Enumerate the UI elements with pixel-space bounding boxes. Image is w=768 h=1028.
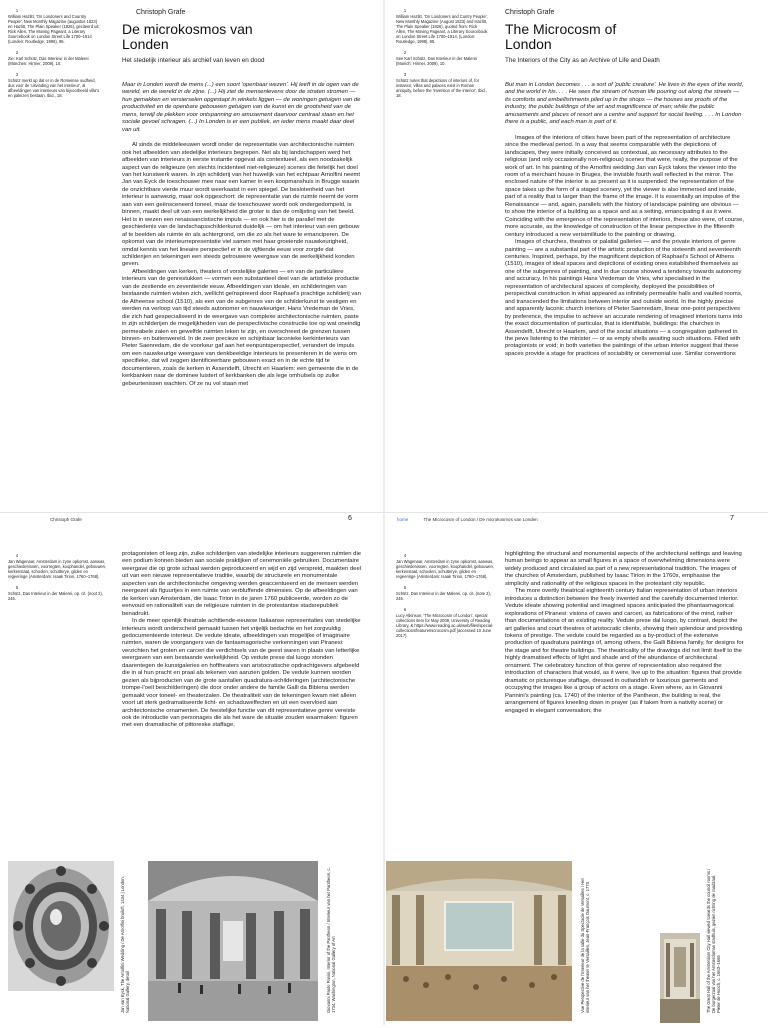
body-paragraph: Al sinds de middeleeuwen wordt onder de representatie van architectonische ruimten ook het afbeelden van stedelijke interieurs begrepen. Net als bij landschappen werd het afbeelden van interieurs in eerste instantie opgevat als contextueel, als een noodzakelijk aspect van de religieuze (en slechts incidenteel niet-religieuze) scenes die feitelijk het doel van het kunstwerk waren. In zijn schilderij van het huwelijk van het echtpaar Arnolfini neemt Jan van Eyck de toeschouwer mee naar een kamer in een koopmanshuis in Brugge waarin de onzichtbare vierde muur wordt weerkaatst in een spiegel. De besloten​heid van het interieur is aanwezig, maar ook opgeschort: de representatie van de ruimte neemt de vorm aan van een geënsceneerd toneel, maar de toeschouwer wordt ook ondergedompeld, is binnen, maakt deel uit van een werkelijkheid die groter is dan de omlijsting van het beeld. Het is in wezen een renaissancistische impuls — en ook hier is de parallel met de geschiedenis van de landschapsschilderkunst duidelijk — om het interieur van een gebouw af te beelden als ruimte én als achtergrond, om die zo als het ware te emanciperen. De opkomst van de interieurrepresentatie viel samen met haar groeiende nauwkeurigheid, omdat kennis van het lineaire perspectief er in de vijftiende eeuw voor zorgde dat schilderijen en tekeningen een steeds getrouwere weergave van de werkelijkheid konden geven. — [122, 142, 361, 268]
footnote: 3 Schütz merkt op dat er in de Romeinse oudheid, dus voor de 'uitvinding van het interieur', al afbeeldingen van interieurs van bijvoorbeeld villa's en paleizen bestaan. Ibid., 18. — [8, 72, 100, 98]
right-body-column — [505, 551, 745, 819]
body-paragraph: In de meer openlijk theatrale achttiende-eeuwse Italiaanse representaties van stedelijke interieurs wordt onderscheid gemaakt tussen het vrijelijk bedachte en het zorgvuldig gedocumenteerde interieur. De vedute ideate, afbeeldingen van mogelijke of imaginaire ruimten, waren de voorgangers van de fantasmagorische verkenningen van Piranesi: verzichten het groten en carceri die verdichtsels van de geest waren in plaats van letterlijke weergaven van een bestaande werkelijkheid. Op vedute prese dal luogo stonden daarentegen de kunstgaleries en hoftheaters van aristocratische opdrachtgevers afgebeeld die in al hun pracht en praal als tekenen van aanzien golden. De vedute kunnen worden gezien als bijproducten van de grote aantallen quadratura-schilderingen (architectonische trompe-l'oeil beschilderingen) die door onder andere de familie Galli da Bibiena werden gemaakt voor toneel- en theaterzalen. De theatraliteit van de tekeningen kwam niet alleen voort uit sterk gedramatiseerde licht- en schaduweffecten en uit een overvloed aan architectonische ornamenten. De feestelijke functie van dit representatieve genre vereiste ook de introductie van personages die als het ware de situatie zouden waarmaken: figuren met een dramatische of pittoreske staffage, — [122, 618, 361, 729]
body-paragraph: The more overtly theatrical eighteenth century Italian representation of urban interiors introduces a distinction between the freely invented and the carefully documented interior. Vedute ideate showing potential and imagined spaces anticipated the phantasmagorical explorations of Piranesi: visions of caves and carceri, as fabrications of the mind, rather than documentations of an existing reality. Vedute prese dal luogo, by contrast, depict the art galleries and court theatres of aristocratic clients, showing their splendour and providing tokens of prestige. The vedute could be regarded as a by-product of the extensive production of quadratura paintings of, among others, the Galli Bibiena family, for designs for the stage and for theatre buildings. The theatricality of the drawings did not limit itself to the highly dramatised effects of light and shade and of the abundance of architectural ornament. The celebratory function of this genre of representation also required the introduction of characters that would, as it were, live up to the situation: figures that provide dramatic or picturesque staffage, dressed in outlandish or luxurious garments and occupying the images like a group of actors on a stage. Even where, as in Giovanni Pannini's painting (ca. 1740) of the interior of the Pantheon, the building is real, the arrangement of figures kneeling down in prayer (as if taken from a nativity scene) or engaged in elegant conversation, the — [505, 588, 744, 714]
page-number: 6 — [348, 515, 352, 522]
figure-caption: Vue Perspective de l'Interieur de la salle du Spectacle de Versailles / Het interieur van het theater te Versailles, Jean-François Daumont, c. 1770 — [580, 878, 590, 1013]
figure-pantheon-interior — [148, 861, 318, 1021]
convex-mirror-image — [8, 861, 114, 991]
footnote: 4 Jan Wagenaar, Amsterdam in zyne opkomst, aanwas, geschiedenissen, voorregten, koophandel, gebouwen, kerkenstaat, schoolen, schutterye, gilden en regeeringe (Amsterdam: Isaak Tirion, 1760–1768). — [396, 553, 495, 579]
spine-gutter — [383, 0, 385, 512]
page-title: De microkosmos van Londen — [122, 21, 253, 52]
body-paragraph: Afbeeldingen van kerken, theaters of vorstelijke galeries — en van de particuliere interieurs van de genrestukken — vormen een substantieel deel van de artistieke productie van de zestiende en zeventiende eeuw. Afbeeldingen van ideale, en schilderingen van bestaande ruimten wisten zich, wellicht geïnspireerd door Raphael's prachtige schilderij van de Atheense school (1510), als een van de subgenres van de schilderkunst te vestigen en werden na verloop van tijd steeds autonomer en nauwkeuriger. Hans Vredeman de Vries, die zich had gespecialiseerd in de weergave van complexe architectonische ruimten, paste in zijn schilderijen de mogelijkheden van de perspectivische constructie toe op wat oneindig permeabele zalen en gewelfde ruimten leken te zijn, en overschreed de grenzen tussen binnen- en buitenwereld. In de zeer precieze en schijnbaar laconieke kerkinterieurs van Pieter Saenredam, die de voorkeur gaf aan het eenpuntsperspectief, verandert de impuls om een nauwkeurige weergave van denkbeeldige interieurs te presenteren in de wens om specifieke, dat wil zeggen identificeerbare gebouwen exact en in de echte tijd te documenteren, zoals de kerken in Assendelft, Utrecht en Haarlem: een gemeente die in de kerkbanken naar de dominee luistert of kerkbanken die als lege omhulsels op zulke gebeurtenissen wachten. Of ze nu vol staan met — [122, 268, 361, 387]
page-subtitle: The Interiors of the City as an Archive of Life and Death — [505, 57, 660, 64]
left-footnotes — [8, 553, 108, 607]
author-name: Christoph Grafe — [136, 9, 186, 16]
spread-bottom — [0, 512, 768, 1024]
home-link[interactable]: home — [397, 517, 409, 522]
epigraph-quote: Maar in Londen wordt de mens (...) een soort 'openbaar wezen'. Hij leeft in de ogen van de wereld, en de wereld in de zijne. (...) Hij ziet de mensenlevens door de straten stromen — hun gemakken en versierselen opgestapt in winkels liggen — de woningen getuigen van de productiviteit en de openbare gebouwen getuigen van de kunst en de grootsheid van de mens, terwijl de plekken voor ontspanning en amusement daarvoor centraal staan en het sociale gevoel schragen. (...) In Londen is er een publiek, en ieder mens maakt daar deel van uit. — [122, 82, 361, 133]
footnote: 5 Schütz, Das Interieur in der Malerei, op. cit. (noot 2), 245. — [8, 585, 103, 601]
running-footer: Christoph Grafe — [50, 517, 82, 522]
versailles-theatre-image — [386, 861, 572, 1021]
figure-caption: Jan van Eyck, The Arnolfini Wedding / De Arnolfini bruiloft, 1434 | London, National Gallery, detail — [120, 876, 130, 1013]
figure-amsterdam-city-hall — [660, 933, 700, 1023]
body-paragraph: Images of churches, theatres or palatial galleries — and the private interiors of genre painting — are a substantial part of the artistic production of the sixteenth and seventeenth centuries. Inspired, perhaps, by the magnificent depiction of Raphael's School of Athens (1510), images of ideal spaces and depictions of existing ones established themselves as one of the subgenres of painting, and in due course showed a tendency towards autonomy and accuracy. In his paintings Hans Vredeman de Vries, who specialised in the representation of architectural spaces of complexity, deployed the possibilities of perspectival construction in what appeared as infinitely permeable halls and vaulted rooms, and transcended the limitations between interior and outside world. In the highly precise and apparently laconic church interiors of Pieter Saenredam, linear one-point perspectives by preference, the impulse to achieve an accurate rendering of imagined interiors turns into the exact documentation of particular, that is identifiable, buildings: the churches in Assendelft, Utrecht or Haarlem, and of the social situations — a congregation gathered in the pews listening to the minister — or as empty shells awaiting such situations. Filled with protagonists or void; in both varieties the paintings of the urban interior suggest that these spaces provide a stage for practices of sociability or ceremonial use. Similar conventions — [505, 239, 743, 357]
body-paragraph: highlighting the structural and monumental aspects of the architectural settings and leaving human beings to appear as small figures in a space of overwhelming dimensions were widely produced and circulated as part of a new representational tradition. The images of the churches of Amsterdam, published by Isaac Tirion in the 1760s, emphasise the simplicity and rationality of the religious spaces in the protestant city republic. — [505, 551, 742, 587]
footnote: 3 Schütz notes that depictions of interiors of, for instance, villas and palaces exist in Roman antiquity, before the 'invention of the interior'. Ibid., 18. — [396, 72, 487, 98]
figure-caption: Giovanni Paolo Panini, Interior of the Pantheon / Interieur van het Pantheon, c. 1734, Washington, National Gallery of Art — [326, 867, 336, 1013]
spine-gutter — [383, 513, 385, 1025]
footnote: 6 Lucy Atkinson, 'The Microcosm of London', special collections item for May 2009, University of Reading Library, & https://www.reading.ac.uk/web/files/special-collections/featuremicrocosm.pdf (accessed 10 June 2017). — [396, 607, 494, 638]
figure-arnolfini-mirror — [8, 861, 114, 991]
left-body-column — [122, 551, 362, 819]
page-number: 7 — [730, 515, 734, 522]
footnote: 4 Jan Wagenaar, Amsterdam in zyne opkomst, aanwas, geschiedenissen, voorregten, koophandel, gebouwen, kerkenstaat, schoolen, schutterye, gilden en regeeringe (Amsterdam: Isaak Tirion, 1760–1768). — [8, 553, 107, 579]
right-footnotes — [396, 8, 488, 104]
left-footnotes — [8, 8, 100, 104]
footnote: 1 William Hazlitt, 'On Londoners and Country People', New Monthly Magazine (augustus 1823) en Hazlitt, The Plain Speaker (1826), geciteerd uit: Rick Allen, The Moving Pageant, a Literary Sourcebook on London Street Life 1700–1914 (Londen: Routledge, 1998), 95. — [8, 8, 100, 44]
right-footnotes — [396, 553, 496, 644]
left-body-column — [122, 82, 362, 510]
figure-versailles-theatre — [386, 861, 572, 1021]
body-paragraph: Images of the interiors of cities have been part of the representation of architecture since the medieval period. In a way that seems comparable with the depictions of landscapes, they were initially conceived as contextual, as necessary attributes to the religious (and only occasionally non-religious) scenes that were, really, the purpose of the work of art. In his painting of the Arnolfini wedding Jan van Eyck takes the viewer into the room of a merchant house in Bruges, the invisible fourth wall reflected in the mirror. The enclosed nature of the interior is as present as it is suspended: the representation of the space takes up the form of a staged scenery, yet the viewer is also immersed and inside, part of a reality that is larger than the frame of the image. It is essentially an impulse of the Renaissance — and, again, parallels with the history of landscape painting are obvious — to show the interior of a building as a space and as a setting, emancipating it as it were. Coinciding with the emergence of the representation of interiors, these also were, of course, more accurate, as the knowledge of construction of the linear perspective in the fifteenth century introduced a new verisimilitude to the painting or drawing. — [505, 134, 745, 238]
figure-caption: The Great Hall of the Amsterdam City Hall viewed towards the council rooms / De burgerzaal van het Amsterdamse stadhuis, gezien richting de raadzaal, Pieter de Hooch, c. 1663–1665 — [706, 868, 721, 1013]
footnote: 1 William Hazlitt, 'On Londoners and Cuntry People', New Monthly Magazine (August 1823) and Hazlitt, The Plain Speaker (1826), quoted from: Rick Allen, The Moving Pageant, a Literary Sourcebook on London Street Life 1700–1914, (London: Routledge, 1998), 95. — [396, 8, 488, 44]
footnote: 2 See Karl Schütz, Das Interieur in der Malerei (Munich: Hirmer, 2009), 10. — [396, 50, 478, 66]
running-footer-title: The Microcosm of London / De microkosmos van Londen — [423, 517, 538, 522]
right-body-column — [505, 82, 745, 510]
epigraph-quote: But man in London becomes . . . a sort of 'public creature'. He lives in the eyes of the world, and the world in his. . . . He sees the stream of human life pouring out along the streets — its comforts and embellishments piled up in the shops — the houses are proofs of the industry, the public buildings of the art and magnificence of man; while the public amusements and places of resort are a centre and support for social feeling. . . . In London there is a public, and each man is part of it. — [505, 82, 744, 126]
page-subtitle: Het stedelijk interieur als archief van leven en dood — [122, 57, 265, 64]
author-name: Christoph Grafe — [505, 9, 555, 16]
body-paragraph: protagonisten of leeg zijn, zulke schilderijen van stedelijke interieurs suggereren ruimten die een podium konnen bieden aan sociale praktijken of ceremoniële gebruiken. Documentaire weergave die op grote schaal werden geproduceerd en wijd en zijd verspreid, maakten deel uit van een nieuwe representatieve traditie, waarbij de structurele en monumentale aspecten van de architectonische omgeving werden geaccentueerd en de mensen werden neergezet als figuurtjes in een ruimte van verbluffende dimensies. Op de afbeeldingen van de kerken van Amsterdam, die Isaac Tirion in de jaren 1760 publiceerde, worden zo de eenvoud en rationaliteit van de religieuze ruimten in de protestantse stadsrepubliek benadrukt. — [122, 551, 362, 617]
footnote: 2 Zie: Karl Schütz, Das Interieur in der Malerei (München: Hirmer, 2009), 10. — [8, 50, 89, 66]
city-hall-image — [660, 933, 700, 1023]
pantheon-image — [148, 861, 318, 1021]
page-title: The Microcosm of London — [505, 21, 617, 52]
footnote: 5 Schütz, Das Interieur in der Malerei, op. cit. (note 2), 245. — [396, 585, 491, 601]
